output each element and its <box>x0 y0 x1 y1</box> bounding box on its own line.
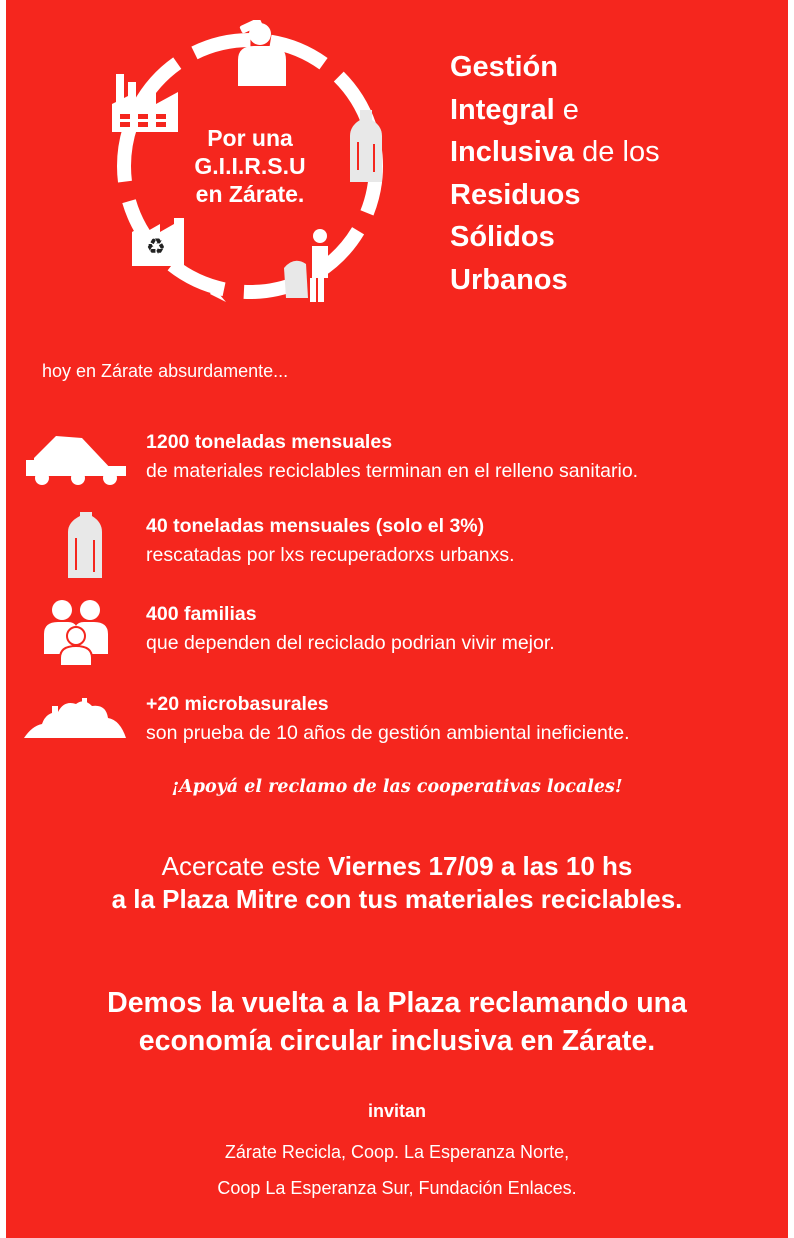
title-line: Sólidos <box>450 221 555 253</box>
bottle-icon <box>22 512 128 578</box>
title-line: Residuos <box>450 178 581 211</box>
poster <box>6 0 788 1238</box>
title-line: Inclusiva de los <box>450 136 660 168</box>
event-line: a la Plaza Mitre con tus materiales reciclables. <box>111 884 683 914</box>
fact-item: 40 toneladas mensuales (solo el 3%) rescatadas por lxs recuperadorxs urbanxs. <box>6 512 788 582</box>
garbage-pile-icon <box>22 690 128 756</box>
cycle-center-text: Por una G.I.I.R.S.U en Zárate. <box>194 125 306 207</box>
waste-picker-icon <box>282 228 338 302</box>
fact-item: 1200 toneladas mensuales de materiales reciclables terminan en el relleno sanitario. <box>6 428 788 498</box>
call-to-action: ¡Apoyá el reclamo de las cooperativas locales! <box>171 777 623 797</box>
fact-item: +20 microbasurales son prueba de 10 años de gestión ambiental ineficiente. <box>6 690 788 760</box>
invite-section <box>6 1101 788 1206</box>
fact-item: 400 familias que dependen del reciclado podrian vivir mejor. <box>6 600 788 670</box>
recycle-symbol-icon: ♻ <box>146 235 166 260</box>
intro-text: hoy en Zárate absurdamente... <box>42 361 289 381</box>
invite-title: invitan <box>367 1101 426 1121</box>
title-line: Urbanos <box>450 263 568 296</box>
person-drinking-icon <box>228 20 298 86</box>
title-line: Gestión <box>450 51 558 83</box>
invite-line: Coop La Esperanza Sur, Fundación Enlaces. <box>217 1178 577 1198</box>
recycling-plant-icon <box>132 218 188 266</box>
family-icon <box>22 600 128 666</box>
title-line: Integral e <box>450 93 579 126</box>
page-title <box>450 46 660 301</box>
event-line: Acercate este Viernes 17/09 a las 10 hs <box>161 851 633 881</box>
dump-truck-icon <box>22 428 128 494</box>
event-info <box>6 850 788 916</box>
cycle-graphic <box>102 18 398 314</box>
invite-line: Zárate Recicla, Coop. La Esperanza Norte, <box>224 1142 570 1162</box>
rally-message: Demos la vuelta a la Plaza reclamando una economía circular inclusiva en Zárate. <box>107 987 687 1057</box>
